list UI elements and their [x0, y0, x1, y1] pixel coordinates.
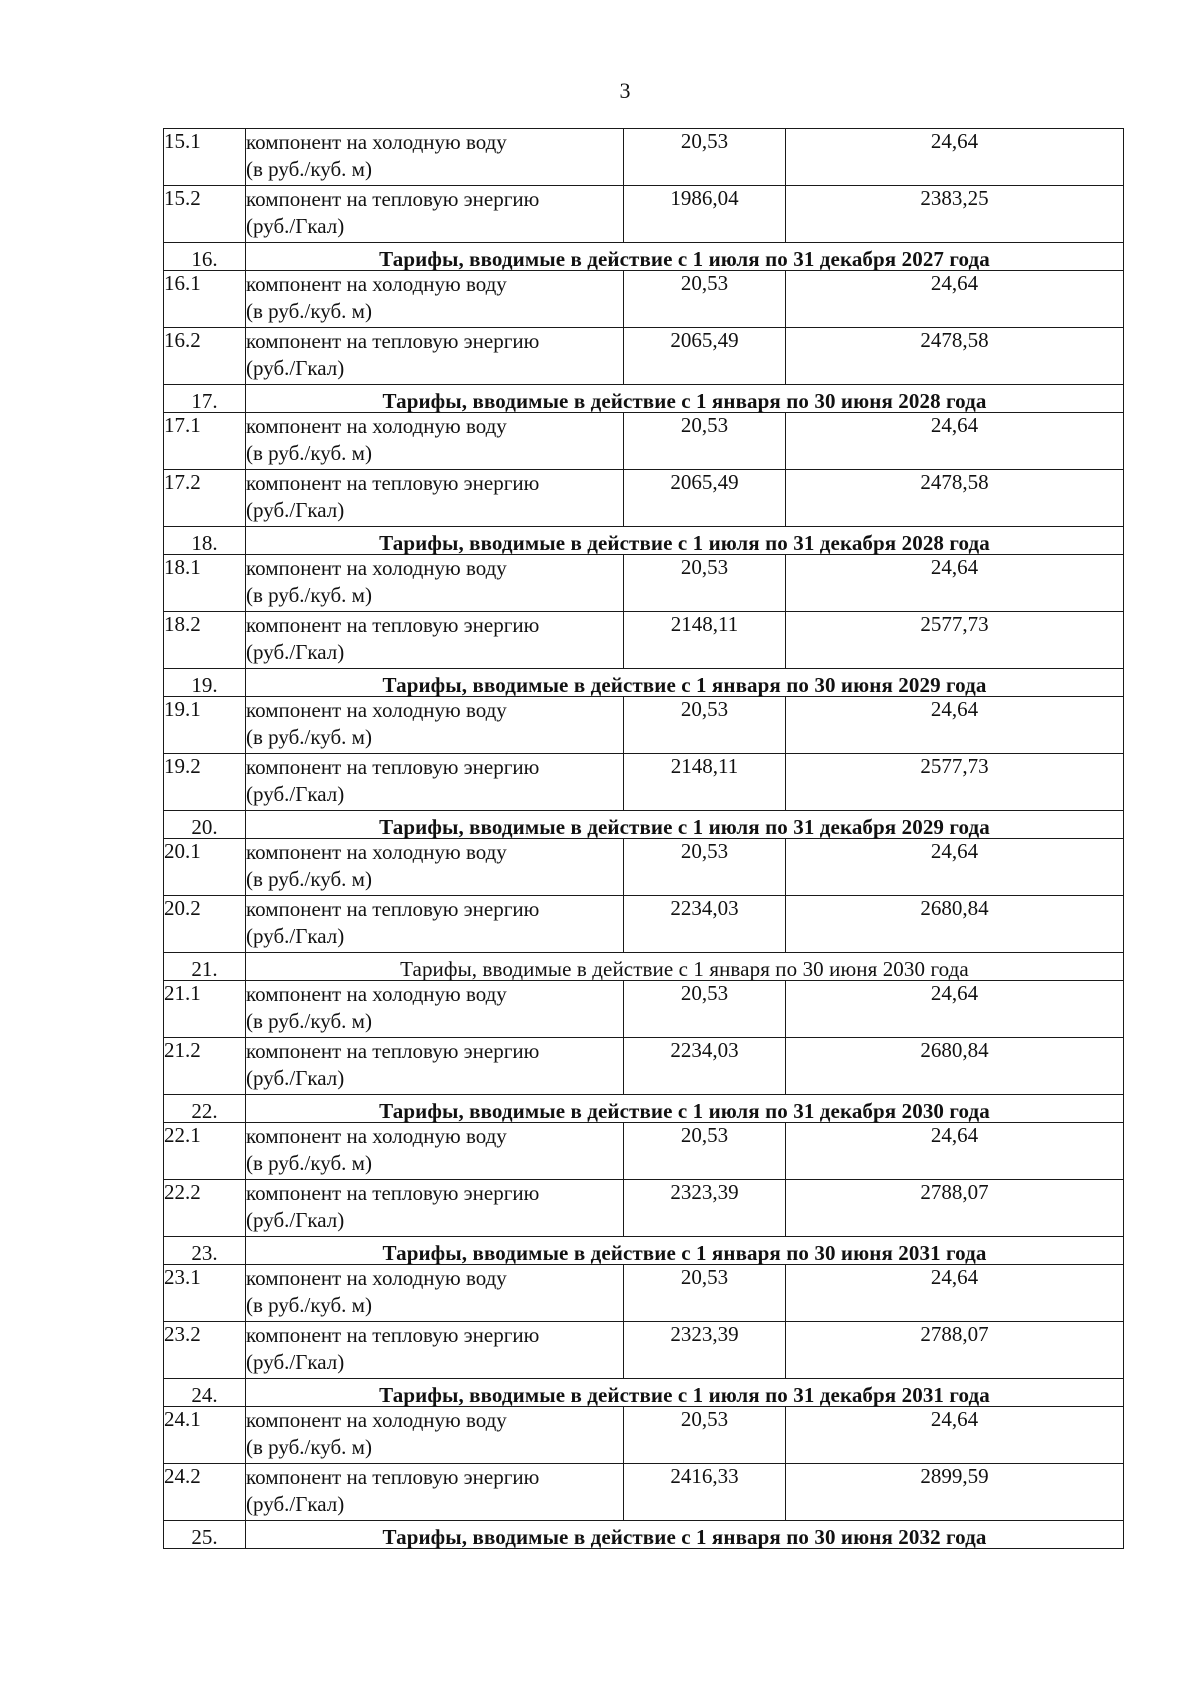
- component-unit: (руб./Гкал): [246, 1208, 345, 1232]
- tariff-row: [164, 839, 1124, 896]
- tariff-value-2: 24,64: [786, 839, 1124, 896]
- section-number: 21.: [164, 953, 246, 981]
- item-number: 16.2: [164, 328, 246, 385]
- page-number: 3: [619, 78, 631, 103]
- section-title: Тарифы, вводимые в действие с 1 января по 30 июня 2030 года: [246, 953, 1124, 981]
- component-description: [246, 1464, 624, 1521]
- item-number: 18.2: [164, 612, 246, 669]
- item-number: 21.1: [164, 981, 246, 1038]
- tariff-value-1: 20,53: [624, 1265, 786, 1322]
- tariff-row: [164, 470, 1124, 527]
- section-header-row: [164, 811, 1124, 839]
- component-unit: (руб./Гкал): [246, 782, 345, 806]
- tariff-value-2: 2788,07: [786, 1322, 1124, 1379]
- tariff-row: [164, 981, 1124, 1038]
- tariff-row: [164, 896, 1124, 953]
- component-description: [246, 1123, 624, 1180]
- section-title: Тарифы, вводимые в действие с 1 июля по 31 декабря 2030 года: [246, 1095, 1124, 1123]
- tariff-value-2: 24,64: [786, 129, 1124, 186]
- item-number: 15.2: [164, 186, 246, 243]
- item-number: 23.1: [164, 1265, 246, 1322]
- tariff-value-1: 20,53: [624, 697, 786, 754]
- tariff-value-1: 2323,39: [624, 1180, 786, 1237]
- section-header-row: [164, 1379, 1124, 1407]
- component-name: компонент на тепловую энергию: [246, 1181, 540, 1205]
- component-unit: (руб./Гкал): [246, 356, 345, 380]
- item-number: 19.1: [164, 697, 246, 754]
- item-number: 17.1: [164, 413, 246, 470]
- section-number: 22.: [164, 1095, 246, 1123]
- tariff-value-2: 24,64: [786, 1407, 1124, 1464]
- tariff-row: [164, 1265, 1124, 1322]
- item-number: 24.2: [164, 1464, 246, 1521]
- component-name: компонент на холодную воду: [246, 982, 507, 1006]
- tariff-row: [164, 555, 1124, 612]
- tariff-value-1: 20,53: [624, 271, 786, 328]
- tariff-row: [164, 612, 1124, 669]
- component-description: [246, 328, 624, 385]
- tariff-row: [164, 1038, 1124, 1095]
- item-number: 21.2: [164, 1038, 246, 1095]
- component-unit: (в руб./куб. м): [246, 583, 372, 607]
- tariff-value-2: 24,64: [786, 555, 1124, 612]
- component-description: [246, 271, 624, 328]
- component-unit: (руб./Гкал): [246, 1066, 345, 1090]
- tariff-value-1: 20,53: [624, 981, 786, 1038]
- component-description: [246, 186, 624, 243]
- tariff-value-1: 2065,49: [624, 470, 786, 527]
- tariff-row: [164, 328, 1124, 385]
- item-number: 22.1: [164, 1123, 246, 1180]
- component-unit: (руб./Гкал): [246, 214, 345, 238]
- component-description: [246, 555, 624, 612]
- tariff-value-2: 2577,73: [786, 754, 1124, 811]
- tariff-value-2: 24,64: [786, 1123, 1124, 1180]
- component-name: компонент на холодную воду: [246, 1266, 507, 1290]
- tariff-value-2: 24,64: [786, 1265, 1124, 1322]
- tariff-value-1: 20,53: [624, 1407, 786, 1464]
- tariff-value-1: 2148,11: [624, 754, 786, 811]
- section-title: Тарифы, вводимые в действие с 1 июля по 31 декабря 2028 года: [246, 527, 1124, 555]
- component-name: компонент на тепловую энергию: [246, 329, 540, 353]
- component-description: [246, 1322, 624, 1379]
- component-unit: (руб./Гкал): [246, 1492, 345, 1516]
- section-title: Тарифы, вводимые в действие с 1 января по 30 июня 2032 года: [246, 1521, 1124, 1549]
- tariff-value-2: 2383,25: [786, 186, 1124, 243]
- component-unit: (в руб./куб. м): [246, 299, 372, 323]
- component-unit: (в руб./куб. м): [246, 725, 372, 749]
- component-name: компонент на холодную воду: [246, 1408, 507, 1432]
- component-name: компонент на холодную воду: [246, 414, 507, 438]
- tariff-row: [164, 186, 1124, 243]
- tariff-value-1: 2234,03: [624, 896, 786, 953]
- item-number: 23.2: [164, 1322, 246, 1379]
- component-description: [246, 839, 624, 896]
- tariff-row: [164, 1180, 1124, 1237]
- section-number: 18.: [164, 527, 246, 555]
- tariff-value-2: 2478,58: [786, 328, 1124, 385]
- component-name: компонент на холодную воду: [246, 272, 507, 296]
- component-name: компонент на холодную воду: [246, 698, 507, 722]
- component-name: компонент на холодную воду: [246, 556, 507, 580]
- item-number: 20.2: [164, 896, 246, 953]
- tariff-row: [164, 271, 1124, 328]
- section-number: 23.: [164, 1237, 246, 1265]
- item-number: 17.2: [164, 470, 246, 527]
- component-name: компонент на тепловую энергию: [246, 1465, 540, 1489]
- section-header-row: [164, 953, 1124, 981]
- component-unit: (в руб./куб. м): [246, 867, 372, 891]
- component-description: [246, 754, 624, 811]
- component-unit: (руб./Гкал): [246, 640, 345, 664]
- tariff-value-2: 2899,59: [786, 1464, 1124, 1521]
- item-number: 19.2: [164, 754, 246, 811]
- tariff-value-1: 2234,03: [624, 1038, 786, 1095]
- component-name: компонент на тепловую энергию: [246, 471, 540, 495]
- tariff-value-2: 2478,58: [786, 470, 1124, 527]
- tariff-row: [164, 1123, 1124, 1180]
- section-title: Тарифы, вводимые в действие с 1 января по 30 июня 2028 года: [246, 385, 1124, 413]
- component-name: компонент на тепловую энергию: [246, 1323, 540, 1347]
- item-number: 16.1: [164, 271, 246, 328]
- component-unit: (руб./Гкал): [246, 924, 345, 948]
- component-name: компонент на холодную воду: [246, 130, 507, 154]
- section-header-row: [164, 1237, 1124, 1265]
- component-unit: (в руб./куб. м): [246, 1435, 372, 1459]
- component-name: компонент на тепловую энергию: [246, 1039, 540, 1063]
- item-number: 18.1: [164, 555, 246, 612]
- section-title: Тарифы, вводимые в действие с 1 июля по 31 декабря 2027 года: [246, 243, 1124, 271]
- tariff-value-2: 24,64: [786, 413, 1124, 470]
- tariff-value-2: 2680,84: [786, 896, 1124, 953]
- item-number: 22.2: [164, 1180, 246, 1237]
- tariff-row: [164, 697, 1124, 754]
- tariff-row: [164, 129, 1124, 186]
- component-name: компонент на холодную воду: [246, 840, 507, 864]
- item-number: 15.1: [164, 129, 246, 186]
- tariff-table-body: [164, 129, 1124, 1549]
- component-name: компонент на тепловую энергию: [246, 755, 540, 779]
- tariff-value-2: 24,64: [786, 271, 1124, 328]
- tariff-value-1: 20,53: [624, 555, 786, 612]
- section-number: 17.: [164, 385, 246, 413]
- component-unit: (в руб./куб. м): [246, 1009, 372, 1033]
- tariff-value-2: 24,64: [786, 981, 1124, 1038]
- item-number: 24.1: [164, 1407, 246, 1464]
- component-unit: (в руб./куб. м): [246, 1151, 372, 1175]
- component-description: [246, 470, 624, 527]
- tariff-value-1: 20,53: [624, 129, 786, 186]
- item-number: 20.1: [164, 839, 246, 896]
- section-number: 16.: [164, 243, 246, 271]
- component-description: [246, 129, 624, 186]
- component-description: [246, 1407, 624, 1464]
- tariff-value-1: 2065,49: [624, 328, 786, 385]
- component-description: [246, 981, 624, 1038]
- component-description: [246, 697, 624, 754]
- tariff-value-1: 20,53: [624, 413, 786, 470]
- tariff-value-1: 1986,04: [624, 186, 786, 243]
- tariff-value-2: 2577,73: [786, 612, 1124, 669]
- tariff-row: [164, 1322, 1124, 1379]
- section-title: Тарифы, вводимые в действие с 1 января по 30 июня 2031 года: [246, 1237, 1124, 1265]
- section-title: Тарифы, вводимые в действие с 1 июля по 31 декабря 2031 года: [246, 1379, 1124, 1407]
- component-description: [246, 612, 624, 669]
- section-title: Тарифы, вводимые в действие с 1 июля по 31 декабря 2029 года: [246, 811, 1124, 839]
- component-unit: (в руб./куб. м): [246, 1293, 372, 1317]
- component-description: [246, 1038, 624, 1095]
- tariff-row: [164, 1464, 1124, 1521]
- tariff-value-1: 2148,11: [624, 612, 786, 669]
- tariff-value-2: 2680,84: [786, 1038, 1124, 1095]
- section-number: 25.: [164, 1521, 246, 1549]
- component-description: [246, 1180, 624, 1237]
- component-unit: (руб./Гкал): [246, 1350, 345, 1374]
- component-name: компонент на тепловую энергию: [246, 613, 540, 637]
- tariff-value-1: 2323,39: [624, 1322, 786, 1379]
- section-header-row: [164, 1521, 1124, 1549]
- section-number: 19.: [164, 669, 246, 697]
- tariff-value-1: 2416,33: [624, 1464, 786, 1521]
- component-unit: (руб./Гкал): [246, 498, 345, 522]
- section-title: Тарифы, вводимые в действие с 1 января по 30 июня 2029 года: [246, 669, 1124, 697]
- tariff-value-1: 20,53: [624, 1123, 786, 1180]
- component-description: [246, 413, 624, 470]
- tariff-value-2: 24,64: [786, 697, 1124, 754]
- tariff-table: [163, 128, 1124, 1549]
- section-header-row: [164, 1095, 1124, 1123]
- section-header-row: [164, 243, 1124, 271]
- tariff-row: [164, 754, 1124, 811]
- section-header-row: [164, 527, 1124, 555]
- section-header-row: [164, 385, 1124, 413]
- tariff-row: [164, 413, 1124, 470]
- component-description: [246, 1265, 624, 1322]
- component-name: компонент на тепловую энергию: [246, 187, 540, 211]
- component-unit: (в руб./куб. м): [246, 157, 372, 181]
- component-unit: (в руб./куб. м): [246, 441, 372, 465]
- tariff-value-1: 20,53: [624, 839, 786, 896]
- section-number: 20.: [164, 811, 246, 839]
- section-header-row: [164, 669, 1124, 697]
- tariff-value-2: 2788,07: [786, 1180, 1124, 1237]
- component-name: компонент на тепловую энергию: [246, 897, 540, 921]
- component-description: [246, 896, 624, 953]
- section-number: 24.: [164, 1379, 246, 1407]
- component-name: компонент на холодную воду: [246, 1124, 507, 1148]
- tariff-row: [164, 1407, 1124, 1464]
